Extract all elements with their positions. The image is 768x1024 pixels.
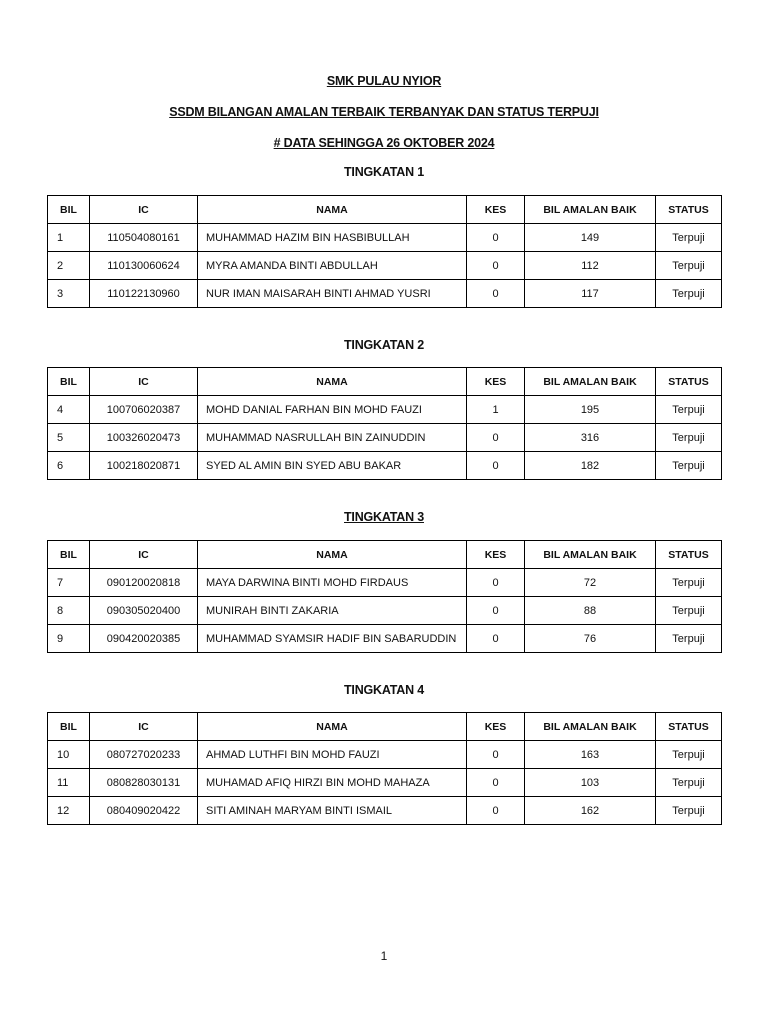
cell-nama: AHMAD LUTHFI BIN MOHD FAUZI xyxy=(198,741,467,769)
cell-nama: MUHAMAD AFIQ HIRZI BIN MOHD MAHAZA xyxy=(198,769,467,797)
school-name: SMK PULAU NYIOR xyxy=(326,74,442,88)
table-header-row xyxy=(48,713,722,741)
table-row xyxy=(48,741,722,769)
table-row xyxy=(48,252,722,280)
table-row xyxy=(48,396,722,424)
cell-ic: 100326020473 xyxy=(90,424,198,452)
cell-amalan-baik: 316 xyxy=(525,424,656,452)
cell-kes: 0 xyxy=(467,569,525,597)
header-nama: NAMA xyxy=(198,713,467,741)
section-title: TINGKATAN 4 xyxy=(344,683,424,697)
cell-status: Terpuji xyxy=(656,280,722,308)
cell-amalan-baik: 72 xyxy=(525,569,656,597)
header-kes: KES xyxy=(467,713,525,741)
header-kes: KES xyxy=(467,541,525,569)
header-kes: KES xyxy=(467,196,525,224)
data-date: # DATA SEHINGGA 26 OKTOBER 2024 xyxy=(273,136,495,150)
header-status: STATUS xyxy=(656,713,722,741)
report-title: SSDM BILANGAN AMALAN TERBAIK TERBANYAK DAN STATUS TERPUJI xyxy=(169,105,599,119)
cell-nama: MUHAMMAD NASRULLAH BIN ZAINUDDIN xyxy=(198,424,467,452)
cell-amalan-baik: 103 xyxy=(525,769,656,797)
cell-status: Terpuji xyxy=(656,625,722,653)
cell-amalan-baik: 163 xyxy=(525,741,656,769)
cell-kes: 0 xyxy=(467,741,525,769)
header-bil-amalan-baik: BIL AMALAN BAIK xyxy=(525,368,656,396)
cell-status: Terpuji xyxy=(656,224,722,252)
cell-status: Terpuji xyxy=(656,597,722,625)
cell-kes: 0 xyxy=(467,452,525,480)
table-row xyxy=(48,569,722,597)
cell-status: Terpuji xyxy=(656,252,722,280)
cell-bil: 2 xyxy=(48,252,90,280)
header-ic: IC xyxy=(90,368,198,396)
header-nama: NAMA xyxy=(198,541,467,569)
cell-bil: 3 xyxy=(48,280,90,308)
cell-amalan-baik: 117 xyxy=(525,280,656,308)
cell-kes: 0 xyxy=(467,280,525,308)
student-table xyxy=(47,540,722,653)
header-ic: IC xyxy=(90,196,198,224)
cell-amalan-baik: 149 xyxy=(525,224,656,252)
cell-ic: 110504080161 xyxy=(90,224,198,252)
cell-amalan-baik: 76 xyxy=(525,625,656,653)
header-nama: NAMA xyxy=(198,368,467,396)
cell-status: Terpuji xyxy=(656,741,722,769)
cell-nama: MOHD DANIAL FARHAN BIN MOHD FAUZI xyxy=(198,396,467,424)
cell-bil: 6 xyxy=(48,452,90,480)
header-bil-amalan-baik: BIL AMALAN BAIK xyxy=(525,196,656,224)
table-row xyxy=(48,797,722,825)
table-header-row xyxy=(48,368,722,396)
cell-nama: SYED AL AMIN BIN SYED ABU BAKAR xyxy=(198,452,467,480)
cell-status: Terpuji xyxy=(656,452,722,480)
cell-bil: 8 xyxy=(48,597,90,625)
cell-ic: 100218020871 xyxy=(90,452,198,480)
cell-ic: 110130060624 xyxy=(90,252,198,280)
header-ic: IC xyxy=(90,713,198,741)
table-row xyxy=(48,424,722,452)
cell-bil: 7 xyxy=(48,569,90,597)
cell-ic: 090120020818 xyxy=(90,569,198,597)
cell-bil: 4 xyxy=(48,396,90,424)
cell-kes: 0 xyxy=(467,597,525,625)
header-bil: BIL xyxy=(48,368,90,396)
table-header-row xyxy=(48,196,722,224)
cell-status: Terpuji xyxy=(656,396,722,424)
cell-kes: 1 xyxy=(467,396,525,424)
table-row xyxy=(48,224,722,252)
cell-bil: 9 xyxy=(48,625,90,653)
cell-status: Terpuji xyxy=(656,769,722,797)
section-title: TINGKATAN 1 xyxy=(344,165,424,179)
cell-ic: 100706020387 xyxy=(90,396,198,424)
cell-ic: 080409020422 xyxy=(90,797,198,825)
cell-amalan-baik: 162 xyxy=(525,797,656,825)
cell-kes: 0 xyxy=(467,424,525,452)
student-table xyxy=(47,367,722,480)
page-number: 1 xyxy=(380,949,388,963)
cell-nama: SITI AMINAH MARYAM BINTI ISMAIL xyxy=(198,797,467,825)
cell-kes: 0 xyxy=(467,252,525,280)
header-bil: BIL xyxy=(48,196,90,224)
cell-kes: 0 xyxy=(467,625,525,653)
cell-status: Terpuji xyxy=(656,424,722,452)
cell-amalan-baik: 182 xyxy=(525,452,656,480)
cell-amalan-baik: 112 xyxy=(525,252,656,280)
header-ic: IC xyxy=(90,541,198,569)
header-bil: BIL xyxy=(48,713,90,741)
cell-ic: 080727020233 xyxy=(90,741,198,769)
cell-amalan-baik: 88 xyxy=(525,597,656,625)
cell-bil: 11 xyxy=(48,769,90,797)
cell-bil: 1 xyxy=(48,224,90,252)
cell-nama: MUNIRAH BINTI ZAKARIA xyxy=(198,597,467,625)
cell-ic: 080828030131 xyxy=(90,769,198,797)
table-row xyxy=(48,625,722,653)
header-status: STATUS xyxy=(656,368,722,396)
cell-kes: 0 xyxy=(467,797,525,825)
cell-bil: 12 xyxy=(48,797,90,825)
section-title: TINGKATAN 2 xyxy=(344,338,424,352)
cell-nama: MUHAMMAD HAZIM BIN HASBIBULLAH xyxy=(198,224,467,252)
student-table xyxy=(47,195,722,308)
cell-ic: 110122130960 xyxy=(90,280,198,308)
table-row xyxy=(48,769,722,797)
header-bil-amalan-baik: BIL AMALAN BAIK xyxy=(525,713,656,741)
cell-kes: 0 xyxy=(467,224,525,252)
cell-nama: MUHAMMAD SYAMSIR HADIF BIN SABARUDDIN xyxy=(198,625,467,653)
header-kes: KES xyxy=(467,368,525,396)
cell-bil: 5 xyxy=(48,424,90,452)
table-header-row xyxy=(48,541,722,569)
cell-status: Terpuji xyxy=(656,797,722,825)
cell-bil: 10 xyxy=(48,741,90,769)
table-row xyxy=(48,280,722,308)
section-title: TINGKATAN 3 xyxy=(344,510,424,524)
cell-nama: MAYA DARWINA BINTI MOHD FIRDAUS xyxy=(198,569,467,597)
cell-nama: NUR IMAN MAISARAH BINTI AHMAD YUSRI xyxy=(198,280,467,308)
header-bil: BIL xyxy=(48,541,90,569)
cell-ic: 090305020400 xyxy=(90,597,198,625)
cell-amalan-baik: 195 xyxy=(525,396,656,424)
cell-ic: 090420020385 xyxy=(90,625,198,653)
table-row xyxy=(48,452,722,480)
student-table xyxy=(47,712,722,825)
cell-nama: MYRA AMANDA BINTI ABDULLAH xyxy=(198,252,467,280)
cell-status: Terpuji xyxy=(656,569,722,597)
header-nama: NAMA xyxy=(198,196,467,224)
header-bil-amalan-baik: BIL AMALAN BAIK xyxy=(525,541,656,569)
header-status: STATUS xyxy=(656,541,722,569)
cell-kes: 0 xyxy=(467,769,525,797)
table-row xyxy=(48,597,722,625)
header-status: STATUS xyxy=(656,196,722,224)
